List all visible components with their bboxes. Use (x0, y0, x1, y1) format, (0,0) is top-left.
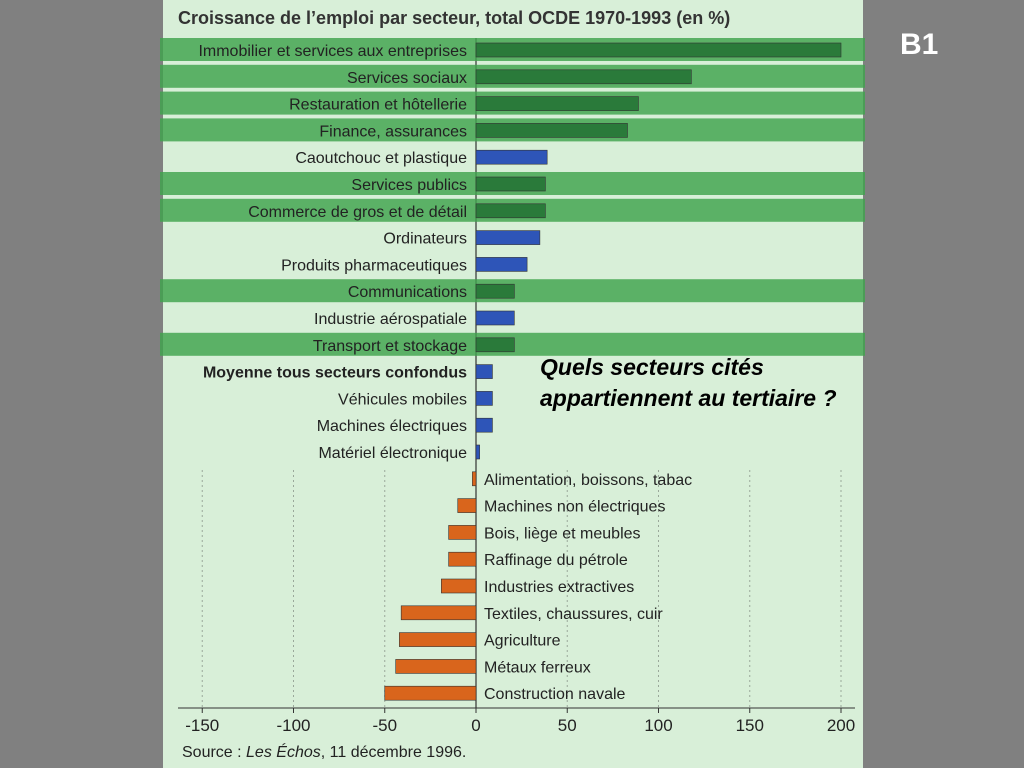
bar (449, 552, 476, 566)
category-label: Industries extractives (484, 579, 635, 596)
bar (401, 606, 476, 620)
bar (476, 338, 514, 352)
source-date: , 11 décembre 1996. (320, 744, 467, 761)
category-label: Restauration et hôtellerie (289, 96, 467, 114)
category-label: Agriculture (484, 632, 561, 650)
x-tick-label: 100 (644, 716, 673, 735)
bar (458, 499, 476, 513)
bar (385, 686, 476, 700)
bar (476, 365, 492, 379)
category-label: Alimentation, boissons, tabac (484, 471, 693, 489)
bar (399, 633, 476, 647)
bar (476, 204, 545, 218)
slide-badge: B1 (900, 28, 939, 61)
category-label: Ordinateurs (383, 230, 467, 248)
chart-title: Croissance de l’emploi par secteur, total OCDE 1970-1993 (en %) (178, 8, 731, 28)
source-prefix: Source : (182, 744, 247, 761)
x-tick-label: 200 (826, 716, 856, 735)
category-label: Machines électriques (316, 418, 467, 436)
x-tick-label: -100 (276, 716, 311, 735)
category-label: Communications (347, 284, 467, 302)
bar (476, 97, 638, 111)
category-label: Services sociaux (346, 69, 467, 87)
source-publication: Les Échos (246, 744, 321, 761)
bar (476, 445, 480, 459)
bar (476, 231, 540, 245)
bar (472, 472, 476, 486)
category-label: Textiles, chaussures, cuir (484, 605, 663, 623)
bar (476, 311, 514, 325)
bar (476, 123, 627, 137)
question-text: Quels secteurs cités appartiennent au tertiaire ? (540, 354, 837, 411)
x-tick-label: 150 (735, 716, 764, 735)
category-label: Produits pharmaceutiques (281, 257, 467, 275)
x-tick-label: -50 (372, 716, 398, 735)
category-label: Immobilier et services aux entreprises (198, 43, 467, 60)
category-label: Bois, liège et meubles (484, 525, 641, 543)
bar (476, 70, 691, 84)
bar (476, 391, 492, 405)
bar (476, 43, 841, 57)
category-label: Transport et stockage (312, 337, 467, 355)
category-label: Véhicules mobiles (338, 391, 467, 409)
x-tick-label: 0 (471, 716, 481, 735)
category-label: Métaux ferreux (484, 659, 591, 677)
bar (476, 177, 545, 191)
bar (441, 579, 476, 593)
x-tick-label: 50 (557, 716, 577, 735)
bar (476, 418, 492, 432)
category-label: Moyenne tous secteurs confondus (202, 364, 467, 382)
bar (476, 257, 527, 271)
category-label: Finance, assurances (319, 123, 467, 141)
bar (476, 150, 547, 164)
category-label: Raffinage du pétrole (484, 552, 628, 570)
bar (396, 659, 476, 673)
category-label: Industrie aérospatiale (314, 311, 467, 328)
category-label: Services publics (351, 177, 467, 194)
category-label: Caoutchouc et plastique (295, 150, 467, 168)
category-label: Matériel électronique (318, 445, 467, 462)
chart-source (182, 742, 466, 761)
category-label: Construction navale (484, 686, 626, 704)
bar (449, 525, 476, 539)
category-label: Machines non électriques (484, 498, 666, 516)
category-label: Commerce de gros et de détail (248, 203, 467, 221)
bar (476, 284, 514, 298)
x-tick-label: -150 (185, 716, 220, 735)
